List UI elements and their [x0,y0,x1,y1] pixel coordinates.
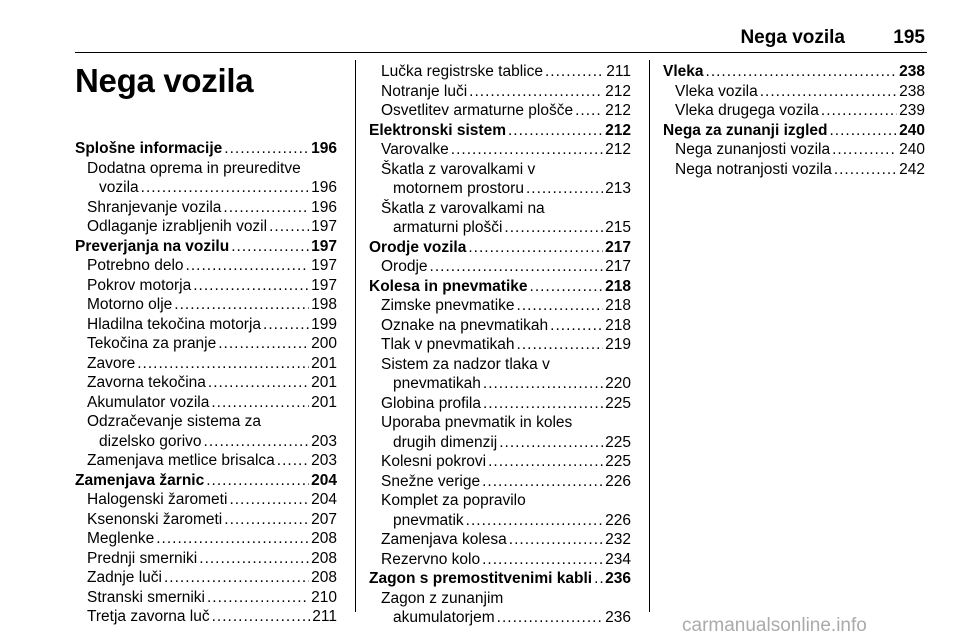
toc-page-number: 201 [311,374,337,391]
toc-entry-title: Pokrov motorja [87,276,192,294]
toc-entry-title: Oznake na pnevmatikah [381,316,549,334]
toc-entry-title: Zamenjava žarnic [75,471,205,489]
toc-entry-title: Nega notranjosti vozila [675,160,832,178]
toc-page-number: 208 [311,530,337,547]
toc-entry-title: motornem prostoru [393,180,524,197]
toc-subentry[interactable] [369,296,631,316]
toc-entry-title: Vleka drugega vozila [675,102,819,119]
toc-page-number: 203 [311,432,337,450]
toc-entry-title: Zavore [87,354,136,372]
toc-subentry[interactable] [75,315,337,335]
toc-page-number: 217 [605,238,631,256]
toc-page-number: 201 [311,354,337,372]
toc-page-number: 210 [311,588,337,606]
dot-leader [575,101,603,121]
dot-leader [218,334,309,354]
page-header [75,27,927,53]
toc-entry-title: Osvetlitev armaturne plošče [381,102,574,119]
toc-subentry[interactable] [369,355,631,394]
dot-leader [834,160,897,180]
toc-entry-title: vozila [99,179,139,196]
toc-page-number: 218 [605,316,631,334]
dot-leader [224,510,309,530]
toc-page-number: 212 [605,102,631,119]
toc-subentry[interactable] [369,589,631,628]
toc-page-number: 212 [605,141,631,158]
toc-section-entry[interactable] [75,139,337,159]
toc-subentry[interactable] [369,160,631,199]
dot-leader [488,452,603,472]
toc-section-entry[interactable] [75,237,337,257]
dot-leader [508,121,603,141]
toc-page-number: 196 [311,179,337,196]
toc-page-number: 198 [311,296,337,313]
toc-subentry[interactable] [75,412,337,451]
toc-entry-text-line: Odzračevanje sistema za [87,413,262,430]
toc-entry-title: akumulatorjem [393,609,495,626]
dot-leader [483,374,603,394]
toc-subentry[interactable] [369,101,631,121]
toc-entry-title: Tekočina za pranje [87,335,217,352]
toc-section-entry[interactable] [369,277,631,297]
toc-page-number: 218 [605,297,631,314]
dot-leader [550,316,603,336]
toc-subentry[interactable] [663,101,925,121]
toc-page-number: 211 [606,63,631,80]
toc-subentry[interactable] [75,256,337,276]
column-divider [355,60,356,612]
toc-entry-title: Meglenke [87,530,155,547]
dot-leader [430,257,604,277]
toc-section-entry[interactable] [369,238,631,258]
dot-leader [482,472,603,492]
dot-leader [156,529,309,549]
toc-subentry[interactable] [663,82,925,102]
toc-subentry[interactable] [369,316,631,336]
toc-entry-title: Kolesa in pnevmatike [369,277,528,295]
toc-entry-title: Shranjevanje vozila [87,198,222,216]
dot-leader [208,373,309,393]
toc-subentry[interactable] [75,276,337,296]
dot-leader [509,530,603,550]
toc-page-number: 203 [311,452,337,469]
dot-leader [199,549,309,569]
toc-page-number: 200 [311,335,337,352]
toc-subentry[interactable] [369,452,631,472]
toc-entry-title: Motorno olje [87,296,173,313]
toc-entry-title: armaturni plošči [393,219,503,236]
dot-leader [830,121,898,141]
toc-subentry[interactable] [75,529,337,549]
toc-entry-title: Notranje luči [381,82,468,100]
toc-subentry[interactable] [75,588,337,608]
dot-leader [821,101,897,121]
toc-column-1 [75,139,337,627]
dot-leader [206,471,309,491]
toc-entry-title: Snežne verige [381,472,481,490]
dot-leader [451,140,603,160]
dot-leader [224,139,309,159]
toc-entry-title: Zagon s premostitvenimi kabli [369,570,593,587]
toc-entry-title: Zamenjava kolesa [381,531,507,548]
toc-entry-text-line: Zagon z zunanjim [381,589,504,607]
toc-page-number: 226 [605,472,631,490]
dot-leader [141,178,309,198]
toc-subentry[interactable] [369,413,631,452]
toc-subentry[interactable] [663,140,925,160]
toc-entry-title: Akumulator vozila [87,393,210,411]
dot-leader [545,62,604,82]
toc-page-number: 212 [605,121,631,139]
dot-leader [469,82,603,102]
toc-entry-title: Zamenjava metlice brisalca [87,452,275,469]
toc-entry-title: Tlak v pnevmatikah [381,336,515,353]
toc-page-number: 213 [605,180,631,197]
toc-subentry[interactable] [75,217,337,237]
toc-page-number: 225 [605,453,631,470]
dot-leader [832,140,897,160]
toc-entry-title: Kolesni pokrovi [381,453,487,470]
toc-page-number: 197 [311,276,337,294]
dot-leader [263,315,309,335]
toc-entry-title: Halogenski žarometi [87,491,228,508]
toc-section-entry[interactable] [369,121,631,141]
dot-leader [212,607,311,627]
toc-entry-title: Vleka [663,63,704,80]
dot-leader [231,237,309,257]
toc-section-entry[interactable] [369,569,631,589]
toc-entry-text-line: Sistem za nadzor tlaka v [381,355,550,373]
toc-page-number: 232 [605,531,631,548]
toc-section-entry[interactable] [663,121,925,141]
dot-leader [499,433,603,453]
toc-subentry[interactable] [75,393,337,413]
toc-page-number: 204 [311,471,337,489]
toc-page-number: 238 [899,63,925,80]
toc-page-number: 208 [311,549,337,567]
header-section-title: Nega vozila [740,27,845,48]
dot-leader [269,217,309,237]
toc-section-entry[interactable] [663,62,925,82]
toc-entry-title: pnevmatik [393,511,464,529]
toc-page-number: 217 [605,258,631,275]
toc-page-number: 240 [899,141,925,158]
toc-entry-title: drugih dimenzij [393,433,498,451]
toc-page-number: 207 [311,510,337,528]
toc-page-number: 240 [899,121,925,139]
toc-entry-text-line: Dodatna oprema in preureditve [87,159,301,177]
toc-subentry[interactable] [75,334,337,354]
toc-entry-title: Zavorna tekočina [87,374,206,391]
toc-page-number: 236 [605,609,631,626]
dot-leader [483,394,603,414]
toc-entry-title: Elektronski sistem [369,121,506,139]
toc-subentry[interactable] [75,354,337,374]
toc-subentry[interactable] [369,394,631,414]
toc-entry-text-line: Škatla z varovalkami na [381,199,545,217]
toc-page-number: 218 [605,277,631,295]
dot-leader [174,295,309,315]
toc-entry-title: Nega zunanjosti vozila [675,141,831,158]
toc-subentry[interactable] [75,295,337,315]
toc-entry-title: Nega za zunanji izgled [663,121,828,139]
toc-page-number: 219 [605,336,631,353]
toc-page-number: 204 [311,491,337,508]
dot-leader [526,179,603,199]
toc-entry-text-line: Uporaba pnevmatik in koles [381,414,573,431]
toc-subentry[interactable] [369,140,631,160]
dot-leader [530,277,604,297]
toc-entry-title: Preverjanja na vozilu [75,237,230,255]
toc-entry-title: Potrebno delo [87,257,184,274]
toc-entry-title: Zadnje luči [87,569,162,586]
dot-leader [193,276,309,296]
header-page-number: 195 [893,27,925,48]
toc-entry-title: dizelsko gorivo [99,432,202,450]
dot-leader [277,451,309,471]
toc-subentry[interactable] [369,82,631,102]
toc-entry-title: Zimske pnevmatike [381,297,515,314]
toc-subentry[interactable] [369,199,631,238]
toc-page-number: 197 [311,237,337,255]
dot-leader [466,511,603,531]
toc-subentry[interactable] [369,472,631,492]
toc-entry-title: Lučka registrske tablice [381,63,543,80]
dot-leader [594,569,603,589]
dot-leader [137,354,309,374]
toc-page-number: 208 [311,569,337,586]
toc-column-2 [369,62,631,628]
dot-leader [504,218,603,238]
dot-leader [760,82,897,102]
dot-leader [497,608,603,628]
toc-subentry[interactable] [75,159,337,198]
toc-page-number: 212 [605,82,631,100]
dot-leader [706,62,898,82]
dot-leader [207,588,309,608]
toc-page-number: 220 [605,375,631,392]
toc-page-number: 234 [605,550,631,568]
toc-page-number: 197 [311,257,337,274]
toc-entry-title: Hladilna tekočina motorja [87,315,262,333]
dot-leader [517,296,604,316]
toc-subentry[interactable] [75,607,337,627]
dot-leader [211,393,309,413]
toc-entry-title: Prednji smerniki [87,549,198,567]
toc-page-number: 239 [899,102,925,119]
toc-page-number: 225 [605,394,631,412]
dot-leader [223,198,309,218]
toc-section-entry[interactable] [75,471,337,491]
toc-page-number: 196 [311,198,337,216]
toc-subentry[interactable] [369,491,631,530]
toc-entry-title: pnevmatikah [393,375,481,392]
dot-leader [186,256,310,276]
toc-page-number: 201 [311,393,337,411]
toc-entry-text-line: Škatla z varovalkami v [381,160,536,178]
toc-entry-title: Orodje vozila [369,238,467,256]
toc-subentry[interactable] [663,160,925,180]
toc-entry-title: Varovalke [381,141,449,158]
dot-leader [204,432,310,452]
toc-subentry[interactable] [75,373,337,393]
toc-subentry[interactable] [75,510,337,530]
column-divider [649,60,650,612]
page-title: Nega vozila [75,62,254,99]
header-rule [75,52,927,53]
toc-entry-title: Vleka vozila [675,82,758,100]
dot-leader [468,238,603,258]
dot-leader [164,568,309,588]
toc-entry-title: Rezervno kolo [381,550,481,568]
toc-subentry[interactable] [75,490,337,510]
toc-entry-title: Globina profila [381,394,481,412]
toc-subentry[interactable] [369,550,631,570]
toc-entry-title: Splošne informacije [75,140,223,157]
toc-page-number: 226 [605,511,631,529]
toc-page-number: 199 [311,315,337,333]
toc-page-number: 196 [311,140,337,157]
dot-leader [517,335,604,355]
toc-entry-title: Odlaganje izrabljenih vozil [87,218,268,235]
toc-page-number: 211 [312,608,337,625]
watermark: carmanualsonline.info [682,615,867,636]
toc-subentry[interactable] [75,198,337,218]
toc-subentry[interactable] [75,451,337,471]
toc-subentry[interactable] [75,549,337,569]
dot-leader [229,490,309,510]
toc-page-number: 236 [605,570,631,587]
toc-entry-title: Tretja zavorna luč [87,608,210,625]
toc-column-3 [663,62,925,179]
toc-entry-title: Ksenonski žarometi [87,510,223,528]
toc-subentry[interactable] [75,568,337,588]
toc-entry-title: Orodje [381,258,428,275]
toc-subentry[interactable] [369,335,631,355]
toc-page-number: 197 [311,218,337,235]
toc-subentry[interactable] [369,257,631,277]
toc-page-number: 242 [899,160,925,178]
dot-leader [482,550,603,570]
toc-entry-text-line: Komplet za popravilo [381,492,526,509]
toc-page-number: 238 [899,82,925,100]
toc-page-number: 225 [605,433,631,451]
toc-subentry[interactable] [369,530,631,550]
toc-subentry[interactable] [369,62,631,82]
toc-page-number: 215 [605,219,631,236]
toc-entry-title: Stranski smerniki [87,588,205,606]
